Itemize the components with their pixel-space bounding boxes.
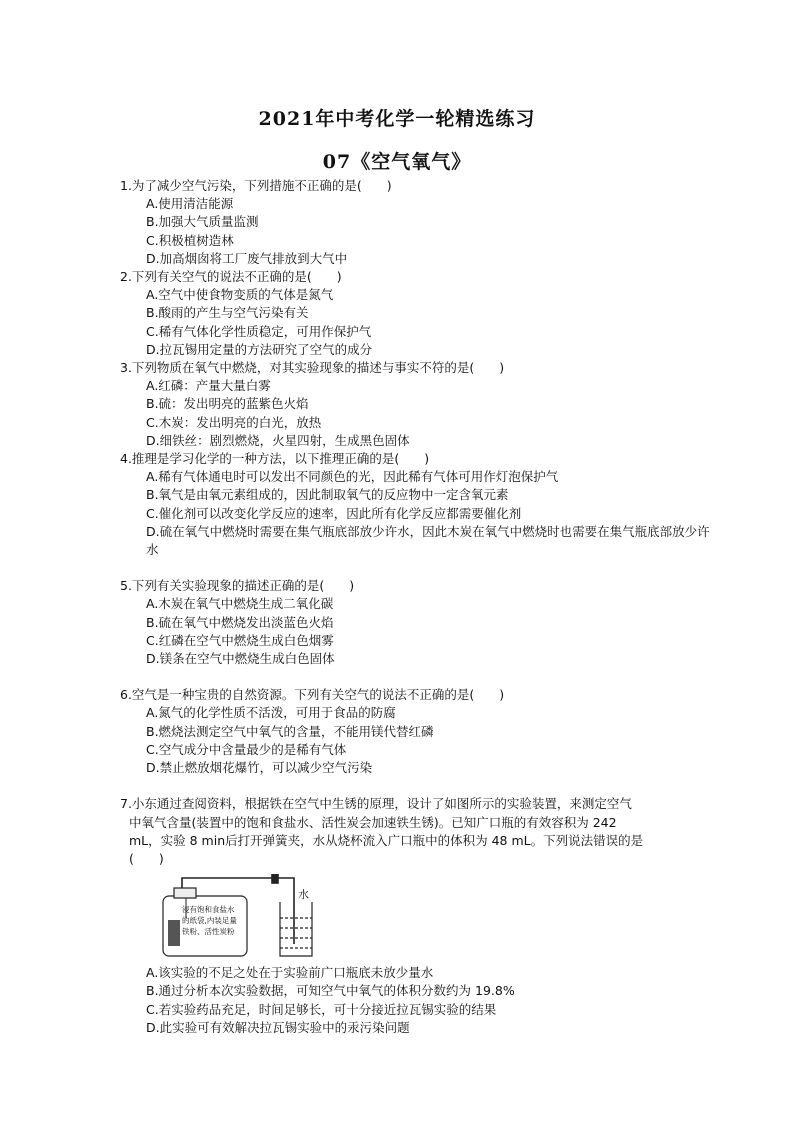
question-2 — [120, 268, 710, 359]
option-a: A.红磷：产量大量白雾 — [146, 378, 271, 394]
option-c: C.空气成分中含量最少的是稀有气体 — [146, 741, 347, 757]
option-b: B.酸雨的产生与空气污染有关 — [146, 305, 309, 321]
option-c: C.若实验药品充足，时间足够长，可十分接近拉瓦锡实验的结果 — [146, 1001, 497, 1017]
question-stem: 4.推理是学习化学的一种方法，以下推理正确的是( ) — [120, 451, 430, 467]
question-stem: 2.下列有关空气的说法不正确的是( ) — [120, 269, 342, 285]
question-3 — [120, 359, 710, 450]
option-b: B.硫在氧气中燃烧发出淡蓝色火焰 — [146, 614, 334, 630]
label-bag-line-2: 的纸袋,内装足量 — [182, 916, 237, 926]
label-bag-line-1: 浸有饱和食盐水 — [182, 905, 235, 915]
label-bag-line-3: 铁粉、活性炭粉 — [182, 927, 235, 937]
option-a: A.该实验的不足之处在于实验前广口瓶底未放少量水 — [146, 965, 434, 981]
question-list — [120, 177, 710, 1037]
question-stem: ( ) — [129, 850, 164, 866]
option-d: D.此实验可有效解决拉瓦锡实验中的汞污染问题 — [146, 1019, 410, 1035]
option-d: D.细铁丝：剧烈燃烧，火星四射，生成黑色固体 — [146, 432, 410, 448]
option-d: D.加高烟囱将工厂废气排放到大气中 — [146, 250, 348, 266]
option-d: D.镁条在空气中燃烧生成白色固体 — [146, 651, 335, 667]
question-5 — [120, 577, 710, 668]
question-stem: 7.小东通过查阅资料，根据铁在空气中生锈的原理，设计了如图所示的实验装置，来测定空气 — [120, 796, 632, 812]
option-a: A.空气中使食物变质的气体是氮气 — [146, 287, 334, 303]
option-a: A.木炭在氧气中燃烧生成二氧化碳 — [146, 596, 334, 612]
question-stem: 中氧气含量(装置中的饱和食盐水、活性炭会加速铁生锈)。已知广口瓶的有效容积为 242 — [129, 814, 617, 830]
option-c: C.积极植树造林 — [146, 232, 234, 248]
question-stem: 1.为了减少空气污染，下列措施不正确的是( ) — [120, 178, 392, 193]
option-b: B.通过分析本次实验数据，可知空气中氧气的体积分数约为 19.8% — [146, 983, 515, 999]
question-stem: 5.下列有关实验现象的描述正确的是( ) — [120, 578, 355, 594]
option-b: B.氧气是由氧元素组成的，因此制取氧气的反应物中一定含氧元素 — [146, 487, 509, 503]
option-b: B.硫：发出明亮的蓝紫色火焰 — [146, 396, 309, 412]
option-d: D.禁止燃放烟花爆竹，可以减少空气污染 — [146, 760, 373, 776]
option-d: D.拉瓦锡用定量的方法研究了空气的成分 — [146, 341, 373, 357]
question-stem: 6.空气是一种宝贵的自然资源。下列有关空气的说法不正确的是( ) — [120, 687, 505, 703]
option-a: A.使用清洁能源 — [146, 196, 234, 212]
page-subtitle: 07《空气氧气》 — [322, 151, 472, 173]
question-1 — [120, 177, 710, 268]
apparatus-diagram — [146, 874, 326, 960]
option-c: C.木炭：发出明亮的白光，放热 — [146, 414, 322, 430]
question-6 — [120, 686, 710, 777]
option-c: C.催化剂可以改变化学反应的速率，因此所有化学反应都需要催化剂 — [146, 505, 522, 521]
option-a: A.稀有气体通电时可以发出不同颜色的光，因此稀有气体可用作灯泡保护气 — [146, 469, 559, 485]
question-stem: mL，实验 8 min后打开弹簧夹，水从烧杯流入广口瓶中的体积为 48 mL。下列说法错误的是 — [129, 832, 644, 848]
question-7 — [120, 795, 710, 1037]
option-c: C.红磷在空气中燃烧生成白色烟雾 — [146, 632, 334, 648]
page-title: 2021年中考化学一轮精选练习 — [258, 108, 536, 130]
option-d: D.硫在氧气中燃烧时需要在集气瓶底部放少许水，因此木炭在氧气中燃烧时也需要在集气瓶底部放少许水 — [146, 523, 710, 558]
option-c: C.稀有气体化学性质稳定，可用作保护气 — [146, 323, 372, 339]
experiment-apparatus-figure — [146, 874, 326, 960]
option-a: A.氮气的化学性质不活泼，可用于食品的防腐 — [146, 705, 396, 721]
option-b: B.燃烧法测定空气中氧气的含量，不能用镁代替红磷 — [146, 723, 434, 739]
option-b: B.加强大气质量监测 — [146, 214, 259, 230]
label-water: 水 — [298, 888, 309, 902]
beaker — [280, 902, 312, 956]
question-4 — [120, 450, 710, 559]
question-stem: 3.下列物质在氧气中燃烧，对其实验现象的描述与事实不符的是( ) — [120, 360, 505, 376]
